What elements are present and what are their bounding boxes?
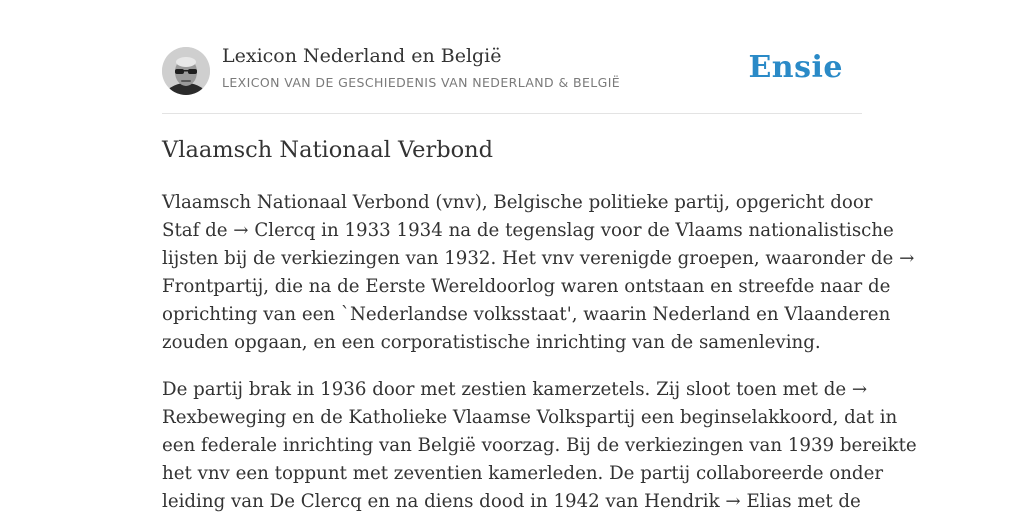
text-line: Vlaamsch Nationaal Verbond (vnv), Belgische politieke partij, opgericht door xyxy=(162,192,873,213)
text-line: lijsten bij de verkiezingen van 1932. Het vnv verenigde groepen, waaronder de → xyxy=(162,248,915,269)
text-line: De partij brak in 1936 door met zestien kamerzetels. Zij sloot toen met de → xyxy=(162,379,868,400)
article-body xyxy=(162,189,917,512)
site-title[interactable]: Lexicon Nederland en België xyxy=(222,45,502,67)
text-line: zouden opgaan, en een corporatistische inrichting van de samenleving. xyxy=(162,332,821,353)
text-line: oprichting van een `Nederlandse volksstaat', waarin Nederland en Vlaanderen xyxy=(162,304,891,325)
paragraph xyxy=(162,376,917,512)
article-title: Vlaamsch Nationaal Verbond xyxy=(162,137,494,163)
page-container xyxy=(162,0,917,512)
text-line: Rexbeweging en de Katholieke Vlaamse Volkspartij een beginselakkoord, dat in xyxy=(162,407,898,428)
avatar[interactable] xyxy=(162,47,210,95)
text-line: Staf de → Clercq in 1933 1934 na de tegenslag voor de Vlaams nationalistische xyxy=(162,220,894,241)
site-header xyxy=(162,0,862,114)
brand-logo[interactable]: Ensie xyxy=(748,50,843,85)
person-with-glasses-icon xyxy=(162,47,210,95)
paragraph xyxy=(162,189,915,357)
site-subtitle: LEXICON VAN DE GESCHIEDENIS VAN NEDERLAND & BELGIË xyxy=(222,75,621,90)
text-line: leiding van De Clercq en na diens dood in 1942 van Hendrik → Elias met de xyxy=(162,491,861,512)
text-line: een federale inrichting van België voorzag. Bij de verkiezingen van 1939 bereikte xyxy=(162,435,917,456)
text-line: het vnv een toppunt met zeventien kamerleden. De partij collaboreerde onder xyxy=(162,463,884,484)
text-line: Frontpartij, die na de Eerste Wereldoorlog waren ontstaan en streefde naar de xyxy=(162,276,891,297)
